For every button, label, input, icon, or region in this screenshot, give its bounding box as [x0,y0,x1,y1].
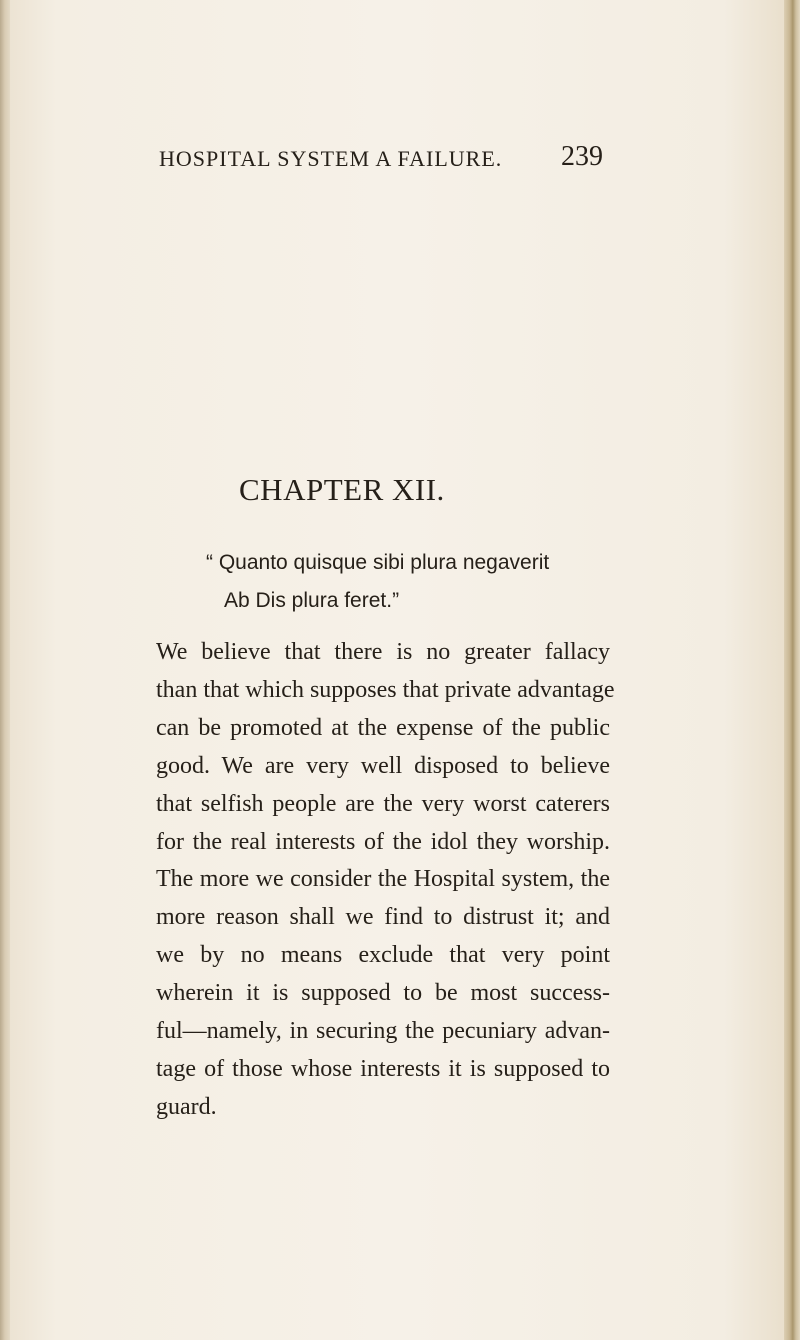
text-line: We believe that there is no greater fallacy [156,639,610,665]
text-line: that selfish people are the very worst caterers [156,790,610,817]
body-paragraph [156,634,615,1127]
text-line: can be promoted at the expense of the public [156,714,610,741]
text-line: than that which supposes that private advantage [156,676,615,703]
page-number: 239 [561,141,603,172]
running-head-title: HOSPITAL SYSTEM A FAILURE. [159,146,503,171]
text-line: guard. [156,1093,217,1120]
epigraph-line: Ab Dis plura feret.” [224,589,400,612]
text-line: wherein it is supposed to be most success- [156,980,610,1007]
epigraph-line: “ Quanto quisque sibi plura negaverit [206,551,550,574]
text-line: ful—namely, in securing the pecuniary advan- [156,1018,610,1045]
page-right-edge [784,0,800,1340]
text-line: good. We are very well disposed to believe [156,752,610,779]
text-line: for the real interests of the idol they worship. [156,828,610,855]
running-head [159,141,603,177]
text-line: we by no means exclude that very point [156,942,610,969]
epigraph [206,544,549,620]
book-page [10,0,786,1340]
chapter-title: CHAPTER XII. [239,472,445,507]
text-line: The more we consider the Hospital system, the [156,866,610,893]
text-line: tage of those whose interests it is supposed to [156,1055,610,1082]
text-line: more reason shall we find to distrust it; and [156,904,610,931]
